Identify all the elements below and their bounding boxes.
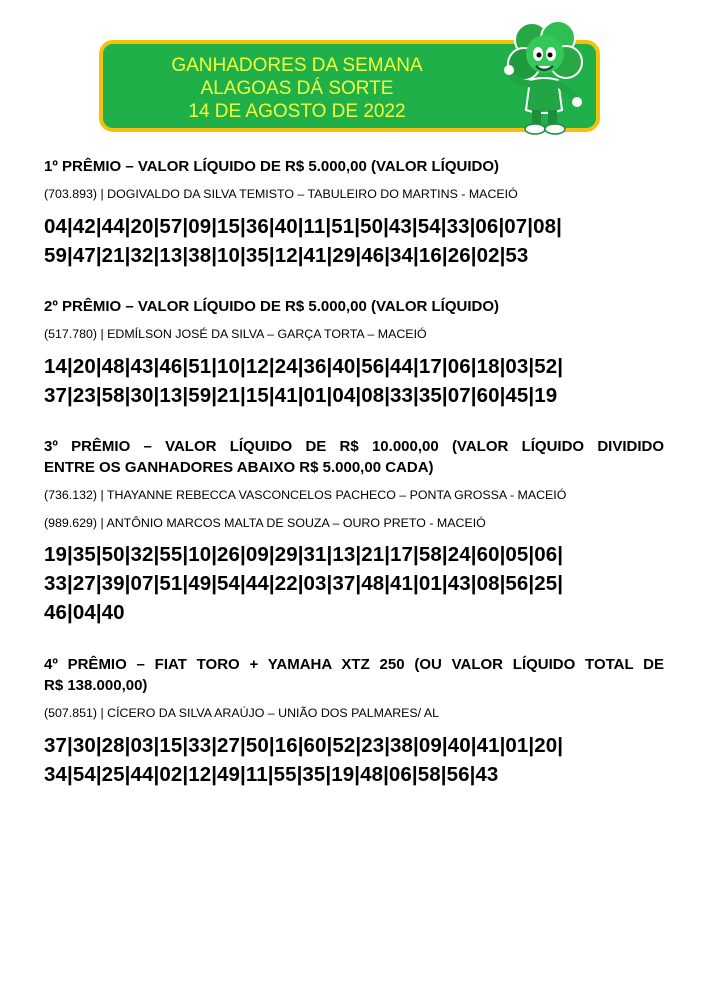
- banner-title: [103, 54, 491, 123]
- prize-3-numbers-line-2: 33|27|39|07|51|49|54|44|22|03|37|48|41|01|43|08|56|25|: [44, 572, 564, 595]
- prize-3-title-line-2: ENTRE OS GANHADORES ABAIXO R$ 5.000,00 CADA): [44, 459, 434, 476]
- prize-3-title-line-1: 3º PRÊMIO – VALOR LÍQUIDO DE R$ 10.000,00 (VALOR LÍQUIDO DIVIDIDO: [44, 438, 664, 455]
- prize-4-title-line-2: R$ 138.000,00): [44, 677, 148, 694]
- prize-3-numbers-line-3: 46|04|40: [44, 601, 125, 624]
- prize-2-winner-1: (517.780) | EDMÍLSON JOSÉ DA SILVA – GARÇA TORTA – MACEIÓ: [44, 327, 427, 341]
- banner-line-3: 14 DE AGOSTO DE 2022: [188, 101, 406, 122]
- prize-3-numbers-line-1: 19|35|50|32|55|10|26|09|29|31|13|21|17|58|24|60|05|06|: [44, 543, 564, 566]
- prize-3-winner-1: (736.132) | THAYANNE REBECCA VASCONCELOS PACHECO – PONTA GROSSA - MACEIÓ: [44, 488, 567, 502]
- prize-2-title: 2º PRÊMIO – VALOR LÍQUIDO DE R$ 5.000,00 (VALOR LÍQUIDO): [44, 298, 500, 315]
- prize-1-winner-1: (703.893) | DOGIVALDO DA SILVA TEMISTO – TABULEIRO DO MARTINS - MACEIÓ: [44, 187, 518, 201]
- prize-3-winner-2: (989.629) | ANTÔNIO MARCOS MALTA DE SOUZA – OURO PRETO - MACEIÓ: [44, 516, 486, 530]
- prize-2-section: [44, 296, 664, 410]
- prize-4-winner-1: (507.851) | CÍCERO DA SILVA ARAÚJO – UNIÃO DOS PALMARES/ AL: [44, 706, 440, 720]
- clover-mascot-icon: [494, 18, 594, 136]
- banner-line-2: ALAGOAS DÁ SORTE: [200, 78, 394, 99]
- prize-1-numbers-line-1: 04|42|44|20|57|09|15|36|40|11|51|50|43|54|33|06|07|08|: [44, 215, 562, 238]
- prize-1-title: 1º PRÊMIO – VALOR LÍQUIDO DE R$ 5.000,00 (VALOR LÍQUIDO): [44, 158, 500, 175]
- prize-4-numbers-line-1: 37|30|28|03|15|33|27|50|16|60|52|23|38|09|40|41|01|20|: [44, 734, 564, 757]
- prize-2-numbers-line-1: 14|20|48|43|46|51|10|12|24|36|40|56|44|17|06|18|03|52|: [44, 355, 564, 378]
- banner-line-1: GANHADORES DA SEMANA: [171, 55, 423, 76]
- prize-1-section: [44, 156, 664, 270]
- prize-3-section: [44, 436, 664, 627]
- prize-4-numbers-line-2: 34|54|25|44|02|12|49|11|55|35|19|48|06|58|56|43: [44, 763, 499, 786]
- prize-1-numbers-line-2: 59|47|21|32|13|38|10|35|12|41|29|46|34|16|26|02|53: [44, 244, 529, 267]
- prize-2-numbers-line-2: 37|23|58|30|13|59|21|15|41|01|04|08|33|35|07|60|45|19: [44, 384, 558, 407]
- prize-4-section: [44, 654, 664, 789]
- prize-4-title-line-1: 4º PRÊMIO – FIAT TORO + YAMAHA XTZ 250 (OU VALOR LÍQUIDO TOTAL DE: [44, 656, 664, 673]
